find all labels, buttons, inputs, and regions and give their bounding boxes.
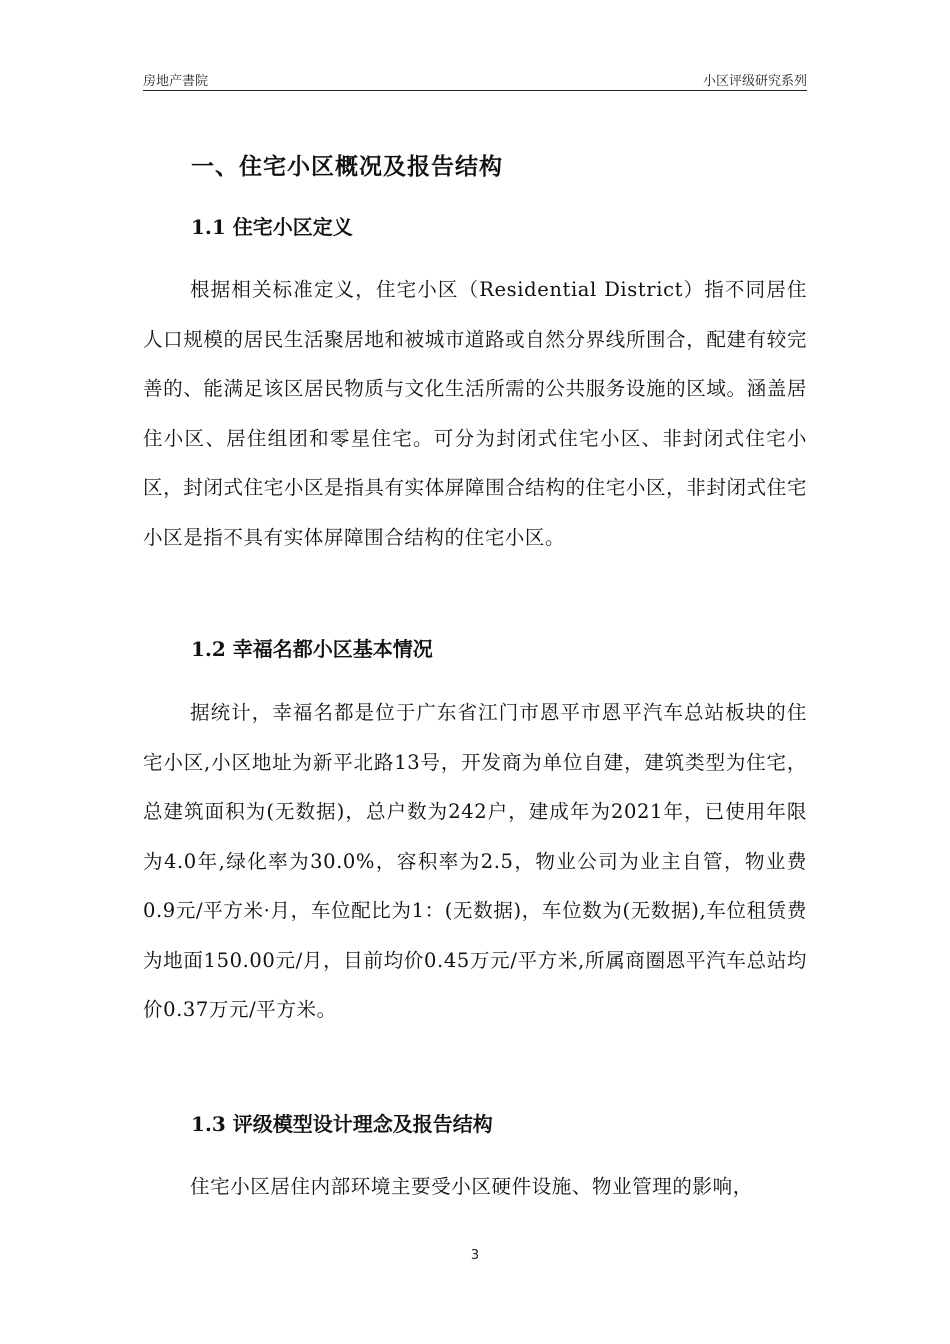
- subsection-title-model: 1.3 评级模型设计理念及报告结构: [191, 1112, 493, 1136]
- page-number: 3: [470, 1248, 480, 1263]
- section-title: 一、住宅小区概况及报告结构: [191, 153, 503, 180]
- paragraph-definition: 根据相关标准定义，住宅小区（Residential District）指不同居住人口规模的居民生活聚居地和被城市道路或自然分界线所围合，配建有较完善的、能满足该区居民物质与文化生活所需的公共服务设施的区域。涵盖居住小区、居住组团和零星住宅。可分为封闭式住宅小区、非封闭式住宅小区，封闭式住宅小区是指具有实体屏障围合结构的住宅小区，非封闭式住宅小区是指不具有实体屏障围合结构的住宅小区。: [143, 278, 807, 549]
- page-header: [143, 66, 807, 91]
- header-series: 小区评级研究系列: [702, 74, 807, 89]
- paragraph-basic-info: 据统计，幸福名都是位于广东省江门市恩平市恩平汽车总站板块的住宅小区,小区地址为新平北路13号，开发商为单位自建，建筑类型为住宅，总建筑面积为(无数据)，总户数为242户，建成年为2021年，已使用年限为4.0年,绿化率为30.0%，容积率为2.5，物业公司为业主自管，物业费0.9元/平方米·月，车位配比为1：(无数据)，车位数为(无数据),车位租赁费为地面150.00元/月，目前均价0.45万元/平方米,所属商圈恩平汽车总站均价0.37万元/平方米。: [143, 701, 807, 1021]
- subsection-title-basic-info: 1.2 幸福名都小区基本情况: [191, 637, 433, 661]
- paragraph-model: 住宅小区居住内部环境主要受小区硬件设施、物业管理的影响，: [190, 1175, 753, 1198]
- subsection-title-definition: 1.1 住宅小区定义: [191, 215, 353, 239]
- header-publisher: 房地产書院: [143, 74, 209, 89]
